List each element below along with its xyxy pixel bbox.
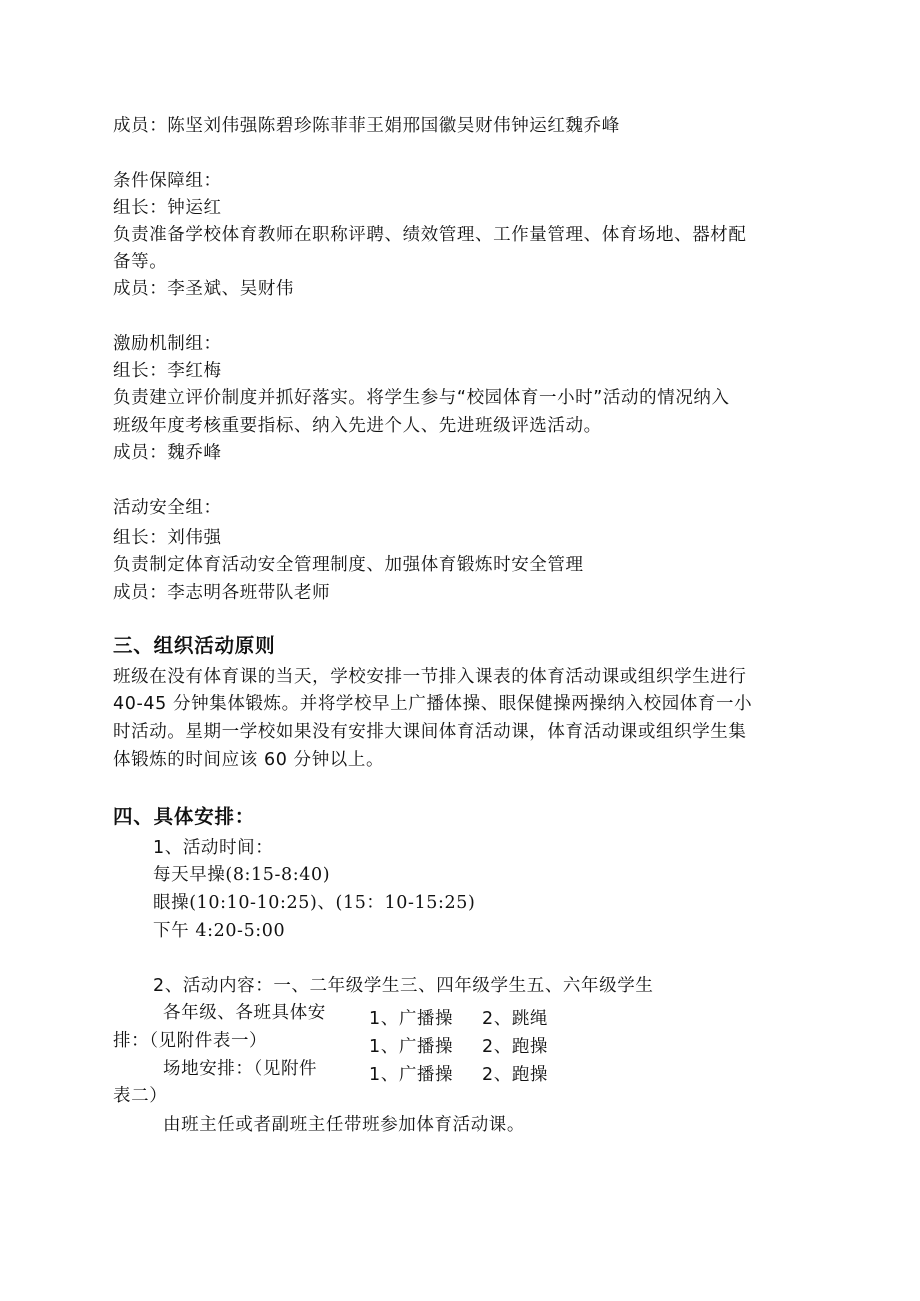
conditions-group-leader: 组长：钟运红 bbox=[113, 198, 222, 218]
venue-line-a: 场地安排：（见附件 bbox=[163, 1059, 318, 1079]
section-three-p1: 班级在没有体育课的当天，学校安排一节排入课表的体育活动课或组织学生进行 bbox=[113, 667, 747, 687]
section-three-p2: 40-45 分钟集体锻炼。并将学校早上广播体操、眼保健操两操纳入校园体育一小 bbox=[113, 694, 753, 714]
section-three-heading: 三、组织活动原则 bbox=[113, 634, 276, 657]
safety-group-leader: 组长：刘伟强 bbox=[113, 528, 222, 548]
section-three-p3: 时活动。星期一学校如果没有安排大课间体育活动课，体育活动课或组织学生集 bbox=[113, 722, 747, 742]
incentive-group-members: 成员：魏乔峰 bbox=[113, 443, 222, 463]
safety-group-members: 成员：李志明各班带队老师 bbox=[113, 583, 331, 603]
arrangement-line-a: 各年级、各班具体安 bbox=[163, 1003, 326, 1023]
incentive-group-leader: 组长：李红梅 bbox=[113, 361, 222, 381]
conditions-group-duty-1: 负责准备学校体育教师在职称评聘、绩效管理、工作量管理、体育场地、器材配 bbox=[113, 225, 747, 245]
safety-group-duty: 负责制定体育活动安全管理制度、加强体育锻炼时安全管理 bbox=[113, 555, 584, 575]
activity-content-line: 2、活动内容：一、二年级学生三、四年级学生五、六年级学生 bbox=[153, 976, 654, 996]
grade-item-3-b: 2、跑操 bbox=[482, 1065, 549, 1085]
incentive-group-duty-2: 班级年度考核重要指标、纳入先进个人、先进班级评选活动。 bbox=[113, 416, 602, 436]
conditions-group-duty-2: 备等。 bbox=[113, 252, 168, 272]
incentive-group-title: 激励机制组： bbox=[113, 334, 222, 354]
venue-line-b: 表二） bbox=[113, 1086, 168, 1106]
eye-exercise-time: 眼操(10:10-10:25)、(15：10-15:25) bbox=[153, 893, 476, 913]
grade-item-1-b: 2、跳绳 bbox=[482, 1009, 549, 1029]
section-four-heading: 四、具体安排： bbox=[113, 805, 256, 828]
conditions-group-members: 成员：李圣斌、吴财伟 bbox=[113, 279, 294, 299]
incentive-group-duty-1: 负责建立评价制度并抓好落实。将学生参与“校园体育一小时”活动的情况纳入 bbox=[113, 388, 730, 408]
arrangement-line-b: 排：（见附件表一） bbox=[113, 1031, 268, 1051]
grade-item-3-a: 1、广播操 bbox=[369, 1065, 454, 1085]
grade-item-2-b: 2、跑操 bbox=[482, 1037, 549, 1057]
activity-time-title: 1、活动时间： bbox=[153, 838, 274, 858]
safety-group-title: 活动安全组： bbox=[113, 498, 222, 518]
grade-item-2-a: 1、广播操 bbox=[369, 1037, 454, 1057]
afternoon-time: 下午 4:20-5:00 bbox=[153, 921, 286, 941]
morning-exercise-time: 每天早操(8:15-8:40) bbox=[153, 865, 331, 885]
section-three-p4: 体锻炼的时间应该 60 分钟以上。 bbox=[113, 750, 385, 770]
members-line: 成员：陈坚刘伟强陈碧珍陈菲菲王娟邢国徽吴财伟钟运红魏乔峰 bbox=[113, 116, 620, 136]
grade-item-1-a: 1、广播操 bbox=[369, 1009, 454, 1029]
closing-line: 由班主任或者副班主任带班参加体育活动课。 bbox=[163, 1115, 525, 1135]
conditions-group-title: 条件保障组： bbox=[113, 171, 222, 191]
